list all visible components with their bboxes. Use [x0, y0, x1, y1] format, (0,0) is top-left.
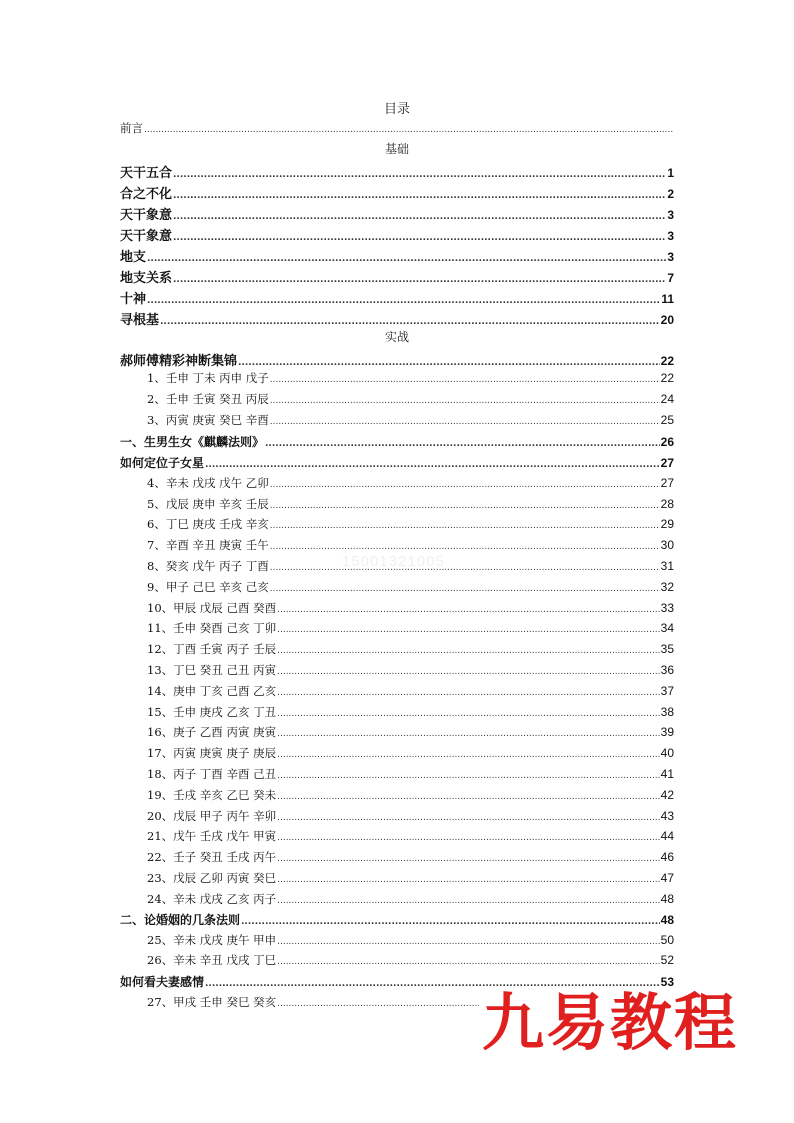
toc-entry-page: 47: [660, 871, 674, 885]
dot-leader: [173, 275, 666, 285]
toc-entry-label: 20、戊辰 甲子 丙午 辛卯: [147, 809, 277, 823]
toc-title: 目录: [383, 102, 410, 117]
dot-leader: [277, 813, 660, 823]
dot-leader: [238, 358, 660, 368]
toc-entry-label: 合之不化: [120, 187, 173, 202]
toc-entry-label: 3、丙寅 庚寅 癸巳 辛酉: [147, 413, 269, 427]
toc-entry-page: 35: [660, 642, 674, 656]
toc-entry-label: 地支关系: [120, 271, 173, 286]
toc-entry-page: 3: [667, 229, 674, 243]
toc-entry-page: 46: [660, 850, 674, 864]
toc-entry[interactable]: [120, 225, 674, 243]
toc-entry[interactable]: [147, 662, 674, 680]
toc-entry-label: 26、辛未 辛丑 戊戌 丁巳: [147, 953, 277, 967]
toc-entry-page: 33: [660, 601, 674, 615]
toc-entry[interactable]: [147, 683, 674, 701]
brand-logo: 九易教程: [482, 986, 739, 1059]
dot-leader: [265, 439, 660, 449]
toc-entry[interactable]: [120, 911, 674, 929]
toc-entry-label: 13、丁巳 癸丑 己丑 丙寅: [147, 663, 277, 677]
toc-entry-label: 22、壬子 癸丑 壬戌 丙午: [147, 850, 277, 864]
toc-entry-label: 18、丙子 丁酉 辛酉 己丑: [147, 767, 277, 781]
toc-entry-label: 10、甲辰 戊辰 己酉 癸酉: [147, 601, 277, 615]
toc-entry-page: 30: [660, 538, 674, 552]
toc-entry-page: 22: [660, 371, 674, 385]
dot-leader: [270, 375, 660, 385]
toc-entry-label: 如何定位子女星: [120, 456, 205, 470]
dot-leader: [270, 521, 660, 531]
dot-leader: [241, 917, 660, 927]
toc-entry-label: 前言: [120, 121, 143, 135]
toc-entry-page: 3: [667, 250, 674, 264]
toc-entry-label: 地支: [120, 250, 147, 265]
section-heading-practice: 实战: [384, 330, 409, 344]
toc-entry-page: 44: [660, 829, 674, 843]
toc-entry-label: 19、壬戌 辛亥 乙巳 癸未: [147, 788, 277, 802]
dot-leader: [277, 667, 660, 677]
dot-leader: [277, 896, 660, 906]
toc-entry-page: 24: [660, 392, 674, 406]
toc-entry-page: 28: [660, 497, 674, 511]
dot-leader: [147, 254, 666, 264]
dot-leader: [205, 460, 660, 470]
section-heading-basic: 基础: [384, 142, 409, 156]
toc-entry-label: 21、戊午 壬戌 戊午 甲寅: [147, 829, 277, 843]
toc-entry[interactable]: [147, 808, 674, 826]
dot-leader: [173, 170, 666, 180]
toc-entry-label: 15、壬申 庚戌 乙亥 丁丑: [147, 705, 277, 719]
dot-leader: [270, 501, 660, 511]
toc-entry[interactable]: [147, 475, 674, 493]
toc-entry-label: 天干象意: [120, 208, 173, 223]
toc-entry[interactable]: [147, 828, 674, 846]
toc-entry-label: 十神: [120, 292, 147, 307]
toc-entry[interactable]: [120, 433, 674, 451]
toc-entry-label: 2、壬申 壬寅 癸丑 丙辰: [147, 392, 269, 406]
toc-entry[interactable]: [147, 745, 674, 763]
toc-entry-label: 8、癸亥 戊午 丙子 丁酉: [147, 559, 269, 573]
dot-leader: [277, 854, 660, 864]
dot-leader: [270, 584, 660, 594]
toc-entry-label: 天干象意: [120, 229, 173, 244]
dot-leader: [173, 191, 666, 201]
toc-entry[interactable]: [147, 766, 674, 784]
toc-entry[interactable]: [120, 246, 674, 264]
toc-entry[interactable]: [147, 787, 674, 805]
dot-leader: [277, 792, 660, 802]
toc-entry-label: 25、辛未 戊戌 庚午 甲申: [147, 933, 277, 947]
dot-leader: [270, 396, 660, 406]
toc-entry[interactable]: [147, 849, 674, 867]
dot-leader: [277, 771, 660, 781]
dot-leader: [277, 605, 660, 615]
toc-entry-page: 50: [660, 933, 674, 947]
toc-entry[interactable]: [120, 288, 674, 306]
toc-entry-page: 53: [660, 975, 674, 989]
dot-leader: [173, 212, 666, 222]
toc-entry-page: 20: [660, 313, 674, 327]
toc-entry-page: 43: [660, 809, 674, 823]
dot-leader: [277, 957, 660, 967]
toc-entry-page: 48: [660, 913, 674, 927]
toc-entry-page: 11: [661, 292, 674, 306]
toc-entry-label: 14、庚申 丁亥 己酉 乙亥: [147, 684, 277, 698]
toc-entry[interactable]: [120, 454, 674, 472]
toc-entry-page: 7: [667, 271, 674, 285]
toc-entry-label: 27、甲戌 壬申 癸巳 癸亥: [147, 995, 277, 1009]
toc-entry[interactable]: [147, 932, 674, 950]
toc-entry-page: 34: [660, 621, 674, 635]
toc-entry-label: 23、戊辰 乙卯 丙寅 癸巳: [147, 871, 277, 885]
toc-entry-page: 1: [667, 166, 674, 180]
toc-entry[interactable]: [147, 724, 674, 742]
toc-entry-page: 38: [660, 705, 674, 719]
toc-entry[interactable]: [120, 204, 674, 222]
toc-entry-label: 如何看夫妻感情: [120, 975, 205, 989]
toc-entry[interactable]: [147, 370, 674, 388]
toc-entry-label: 6、丁巳 庚戌 壬戌 辛亥: [147, 517, 269, 531]
toc-entry-page: 37: [660, 684, 674, 698]
toc-entry-page: 39: [660, 725, 674, 739]
toc-entry-page: 48: [660, 892, 674, 906]
toc-entry-page: 32: [660, 580, 674, 594]
toc-entry[interactable]: [147, 579, 674, 597]
toc-entry-page: 27: [660, 456, 674, 470]
toc-entry-label: 寻根基: [120, 313, 160, 328]
toc-entry-page: 36: [660, 663, 674, 677]
toc-entry-page: 52: [660, 953, 674, 967]
dot-leader: [270, 417, 660, 427]
toc-entry-label: 天干五合: [120, 166, 173, 181]
toc-entry[interactable]: [120, 267, 674, 285]
dot-leader: [147, 296, 660, 306]
dot-leader: [277, 750, 660, 760]
dot-leader: [277, 999, 479, 1009]
dot-leader: [277, 937, 660, 947]
toc-entry-label: 1、壬申 丁未 丙申 戊子: [147, 371, 269, 385]
dot-leader: [277, 875, 660, 885]
toc-entry[interactable]: [147, 952, 674, 970]
toc-entry-page: 26: [660, 435, 674, 449]
toc-entry-label: 5、戊辰 庚申 辛亥 壬辰: [147, 497, 269, 511]
dot-leader: [173, 233, 666, 243]
dot-leader: [277, 646, 660, 656]
toc-entry-page: 25: [660, 413, 674, 427]
toc-entry-preface[interactable]: [120, 120, 674, 138]
toc-entry[interactable]: [120, 350, 674, 368]
dot-leader: [270, 563, 660, 573]
toc-entry-page: 31: [660, 559, 674, 573]
dot-leader: [277, 709, 660, 719]
dot-leader: [277, 833, 660, 843]
toc-entry-label: 一、生男生女《麒麟法则》: [120, 435, 265, 449]
toc-entry-page: 27: [660, 476, 674, 490]
phone-watermark: 15001321005: [342, 553, 445, 570]
toc-entry[interactable]: [147, 870, 674, 888]
toc-entry-page: 29: [660, 517, 674, 531]
dot-leader: [277, 625, 660, 635]
dot-leader: [270, 480, 660, 490]
toc-entry-label: 12、丁酉 壬寅 丙子 壬辰: [147, 642, 277, 656]
toc-entry-label: 16、庚子 乙酉 丙寅 庚寅: [147, 725, 277, 739]
dot-leader: [277, 688, 660, 698]
dot-leader: [144, 125, 673, 135]
toc-entry-label: 9、甲子 己巳 辛亥 己亥: [147, 580, 269, 594]
toc-entry[interactable]: [147, 391, 674, 409]
toc-entry[interactable]: [120, 183, 674, 201]
toc-entry[interactable]: [147, 704, 674, 722]
toc-entry-page: 22: [660, 354, 674, 368]
toc-entry[interactable]: [147, 891, 674, 909]
toc-entry-page: 3: [667, 208, 674, 222]
toc-entry-label: 4、辛未 戊戌 戊午 乙卯: [147, 476, 269, 490]
toc-entry-page: 42: [660, 788, 674, 802]
toc-entry-label: 11、壬申 癸酉 己亥 丁卯: [147, 621, 277, 635]
toc-entry-label: 二、论婚姻的几条法则: [120, 913, 241, 927]
dot-leader: [160, 317, 660, 327]
toc-entry[interactable]: [147, 496, 674, 514]
toc-entry[interactable]: [147, 412, 674, 430]
dot-leader: [270, 542, 660, 552]
toc-entry[interactable]: [120, 309, 674, 327]
toc-entry-label: 24、辛未 戊戌 乙亥 丙子: [147, 892, 277, 906]
toc-entry-label: 17、丙寅 庚寅 庚子 庚辰: [147, 746, 277, 760]
toc-entry[interactable]: [147, 641, 674, 659]
toc-entry-page: 2: [667, 187, 674, 201]
toc-entry[interactable]: [147, 994, 480, 1012]
toc-entry-label: 7、辛酉 辛丑 庚寅 壬午: [147, 538, 269, 552]
toc-entry-page: 41: [660, 767, 674, 781]
toc-entry-page: 40: [660, 746, 674, 760]
toc-entry[interactable]: [147, 516, 674, 534]
dot-leader: [277, 729, 660, 739]
toc-entry[interactable]: [120, 162, 674, 180]
toc-entry[interactable]: [147, 620, 674, 638]
toc-entry[interactable]: [147, 600, 674, 618]
toc-entry-label: 郝师傅精彩神断集锦: [120, 354, 238, 369]
